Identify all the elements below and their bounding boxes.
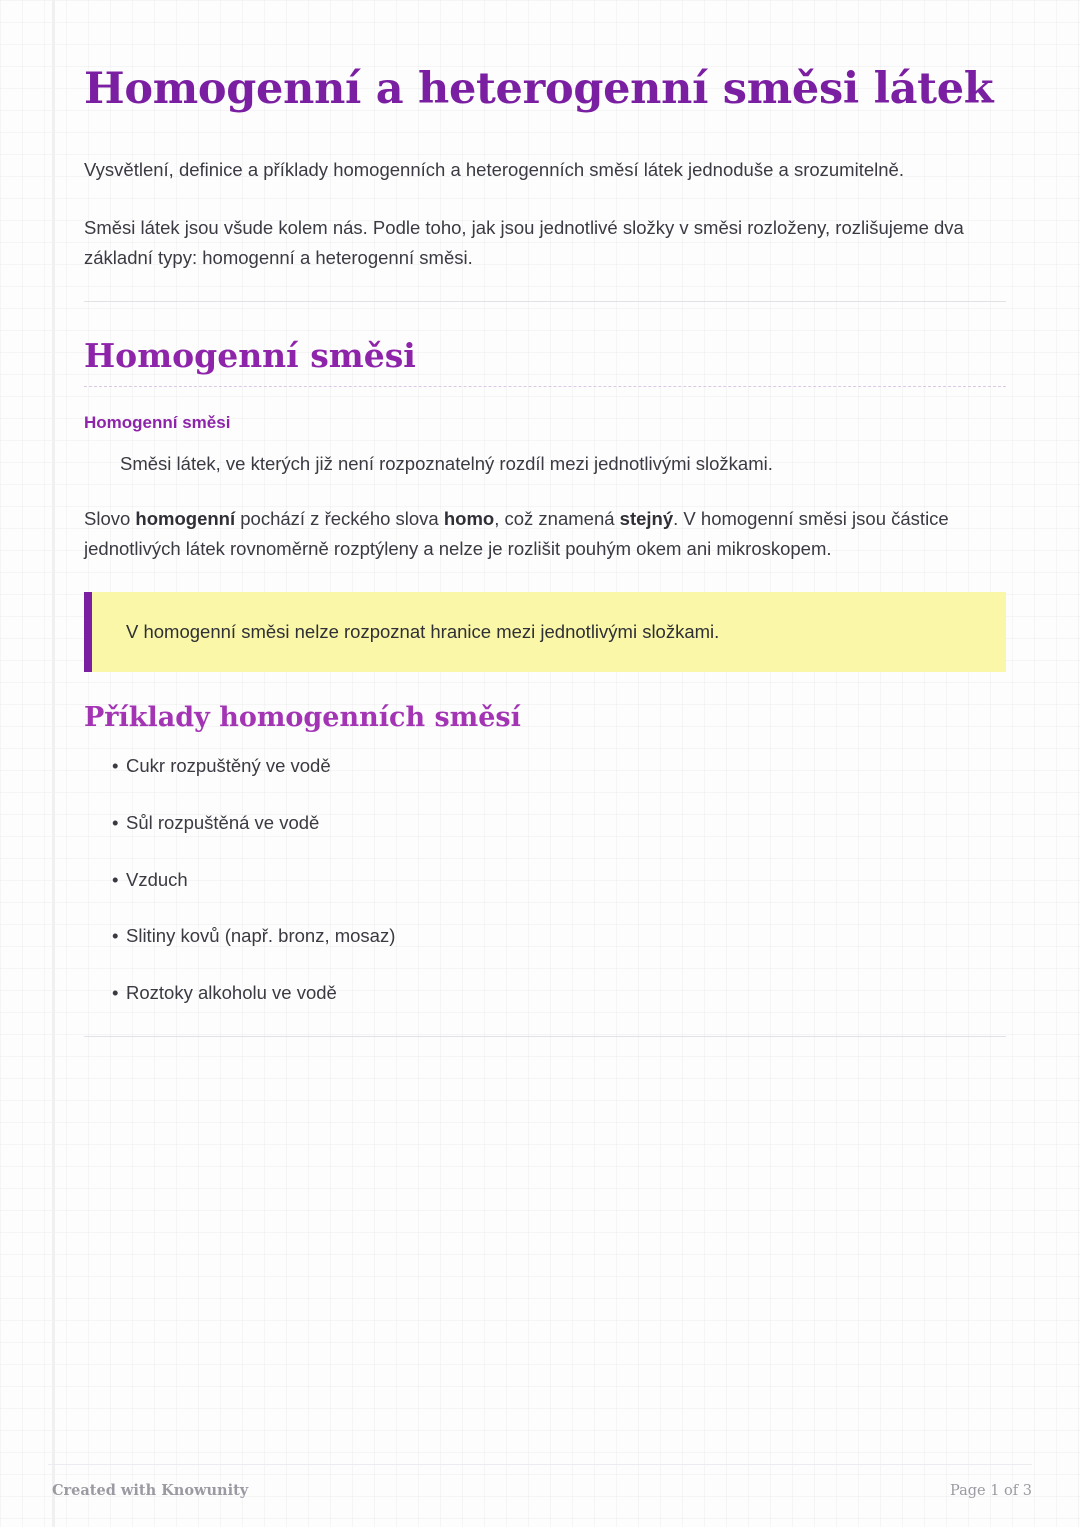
body-text-part-1: Slovo <box>84 508 136 530</box>
bullet-icon: • <box>112 868 119 890</box>
term-label: Homogenní směsi <box>84 412 231 432</box>
subsection-heading-priklady: Příklady homogenních směsí <box>84 701 521 733</box>
left-margin-rule <box>52 0 55 1527</box>
body-bold-homogenni: homogenní <box>135 508 236 530</box>
list-item <box>112 979 1006 1007</box>
bullet-icon: • <box>112 811 119 833</box>
list-item <box>112 866 1006 894</box>
list-item-label: Cukr rozpuštěný ve vodě <box>126 755 331 777</box>
list-item-label: Roztoky alkoholu ve vodě <box>126 982 337 1004</box>
page-footer <box>52 1482 1032 1499</box>
intro-paragraph-2: Směsi látek jsou všude kolem nás. Podle toho, jak jsou jednotlivé složky v směsi rozloženy, rozlišujeme dva základní typy: homogenní a heterogenní směsi. <box>84 217 964 268</box>
footer-credit: Created with Knowunity <box>52 1482 249 1499</box>
callout-box <box>84 592 1006 672</box>
footer-divider <box>48 1464 1032 1465</box>
section-divider-bottom <box>84 1036 1006 1037</box>
section-heading-homogenni: Homogenní směsi <box>84 335 416 375</box>
list-item <box>112 809 1006 837</box>
document-content <box>84 62 1006 1071</box>
body-bold-homo: homo <box>443 508 495 530</box>
list-item-label: Slitiny kovů (např. bronz, mosaz) <box>126 925 396 947</box>
list-item-label: Vzduch <box>126 868 188 890</box>
footer-page-number: Page 1 of 3 <box>950 1483 1032 1499</box>
bullet-icon: • <box>112 755 119 777</box>
bullet-icon: • <box>112 982 119 1004</box>
term-definition: Směsi látek, ve kterých již není rozpoznatelný rozdíl mezi jednotlivými složkami. <box>120 452 773 474</box>
section-body-paragraph <box>84 504 1006 564</box>
bullet-icon: • <box>112 925 119 947</box>
callout-text: V homogenní směsi nelze rozpoznat hranice mezi jednotlivými složkami. <box>126 621 720 643</box>
list-item <box>112 752 1006 780</box>
list-item-label: Sůl rozpuštěná ve vodě <box>126 811 320 833</box>
section-underline-dashed <box>84 386 1006 387</box>
section-divider-top <box>84 301 1006 302</box>
examples-list <box>84 752 1006 1007</box>
body-text-part-3: , což znamená <box>494 508 620 530</box>
page-title: Homogenní a heterogenní směsi látek <box>84 64 994 114</box>
body-text-part-4: . V homogenní směsi jsou částice jednotlivých látek rovnoměrně rozptýleny a nelze je rozlišit pouhým okem ani mikroskopem. <box>84 508 949 560</box>
intro-paragraph-1: Vysvětlení, definice a příklady homogenních a heterogenních směsí látek jednoduše a srozumitelně. <box>84 159 904 181</box>
list-item <box>112 922 1006 950</box>
body-text-part-2: pochází z řeckého slova <box>235 508 444 530</box>
body-bold-stejny: stejný <box>619 508 674 530</box>
